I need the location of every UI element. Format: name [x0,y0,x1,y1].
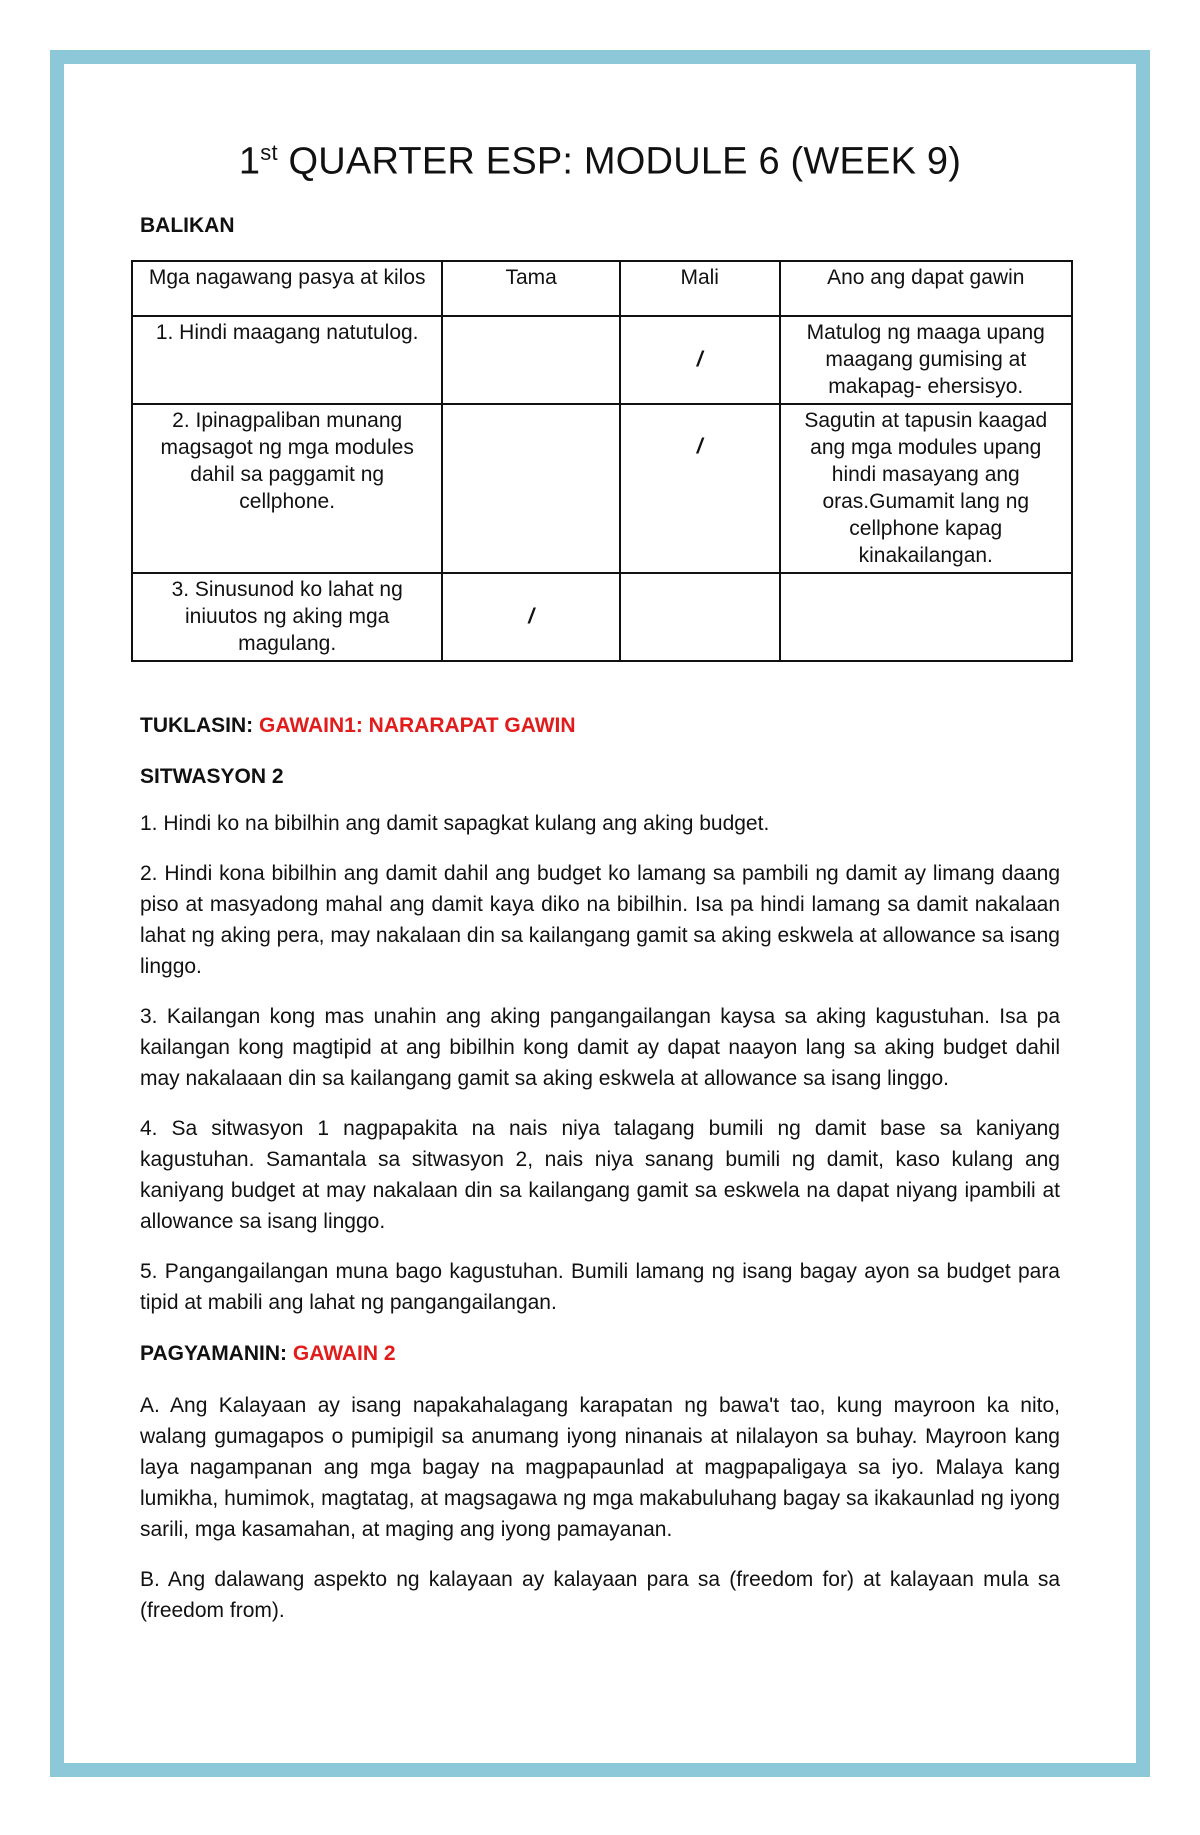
pagyamanin-heading [140,1342,1060,1366]
answer-paragraph: B. Ang dalawang aspekto ng kalayaan ay kalayaan para sa (freedom for) at kalayaan mula sa (freedom from). [140,1567,1060,1622]
title-text: QUARTER ESP: MODULE 6 (WEEK 9) [277,140,962,183]
cell-tama [442,316,620,404]
cell-kilos: 1. Hindi maagang natutulog. [132,316,442,404]
pagyamanin-label: PAGYAMANIN: [140,1341,293,1365]
table-header-row [132,261,1072,316]
answer-paragraph: A. Ang Kalayaan ay isang napakahalagang karapatan ng bawa't tao, kung mayroon ka nito, walang gumagapos o pumipigil sa anumang iyong ninanais at nilalayon sa buhay. Mayroon kang laya nagampanan ang mga bagay na magpapaunlad at magpapaligaya sa iyo. Malaya kang lumikha, humimok, magtatag, at magsagawa ng mga makabuluhang bagay sa ikakaunlad ng iyong sarili, mga kasamahan, at maging ang iyong pamayanan. [140,1393,1060,1541]
header-mali: Mali [620,261,780,316]
cell-kilos: 3. Sinusunod ko lahat ng iniuutos ng aking mga magulang. [132,573,442,661]
answer-paragraph: 5. Pangangailangan muna bago kagustuhan. Bumili lamang ng isang bagay ayon sa budget para tipid at mabili ang lahat ng pangangailangan. [140,1259,1060,1314]
cell-mali: / [620,316,780,404]
header-tama: Tama [442,261,620,316]
cell-mali [620,573,780,661]
title-number: 1 [238,140,261,183]
header-kilos: Mga nagawang pasya at kilos [132,261,442,316]
cell-tama: / [442,573,620,661]
sitwasyon-heading: SITWASYON 2 [140,764,284,788]
answer-paragraph: 1. Hindi ko na bibilhin ang damit sapagkat kulang ang aking budget. [140,811,770,835]
answer-paragraph: 3. Kailangan kong mas unahin ang aking pangangailangan kaysa sa aking kagustuhan. Isa pa kailangan kong magtipid at ang bibilhin kong damit ay dapat naayon lang sa aking budget dahil may nakalaaan din sa kailangang gamit sa aking eskwela at allowance sa isang linggo. [140,1004,1060,1090]
tuklasin-heading [140,714,1060,738]
cell-gawin: Sagutin at tapusin kaagad ang mga modules upang hindi masayang ang oras.Gumamit lang ng cellphone kapag kinakailangan. [780,404,1072,573]
tuklasin-label: TUKLASIN: [140,713,259,737]
balikan-table [131,260,1073,662]
header-gawin: Ano ang dapat gawin [780,261,1072,316]
answer-paragraph: 4. Sa sitwasyon 1 nagpapakita na nais niya talagang bumili ng damit base sa kaniyang kagustuhan. Samantala sa sitwasyon 2, nais niya sanang bumili ng damit, kaso kulang ang kaniyang budget at may nakalaan din sa kailangang gamit sa eskwela na dapat niyang ipambili at allowance sa isang linggo. [140,1116,1060,1233]
cell-tama [442,404,620,573]
cell-gawin: Matulog ng maaga upang maagang gumising at makapag- ehersisyo. [780,316,1072,404]
balikan-heading: BALIKAN [140,213,235,237]
cell-gawin [780,573,1072,661]
cell-mali: / [620,404,780,573]
answer-paragraph: 2. Hindi kona bibilhin ang damit dahil ang budget ko lamang sa pambili ng damit ay limang daang piso at masyadong mahal ang damit kaya diko na bibilhin. Isa pa hindi lamang sa damit nakalaan lahat ng aking pera, may nakalaan din sa kailangang gamit sa aking eskwela at allowance sa isang linggo. [140,861,1060,978]
page-title [140,140,1060,184]
table-row [132,573,1072,661]
cell-kilos: 2. Ipinagpaliban munang magsagot ng mga modules dahil sa paggamit ng cellphone. [132,404,442,573]
tuklasin-title: GAWAIN1: NARARAPAT GAWIN [259,713,576,737]
title-superscript: st [260,140,278,165]
pagyamanin-title: GAWAIN 2 [292,1341,396,1365]
table-row [132,316,1072,404]
document-body [140,140,1060,1626]
table-row [132,404,1072,573]
